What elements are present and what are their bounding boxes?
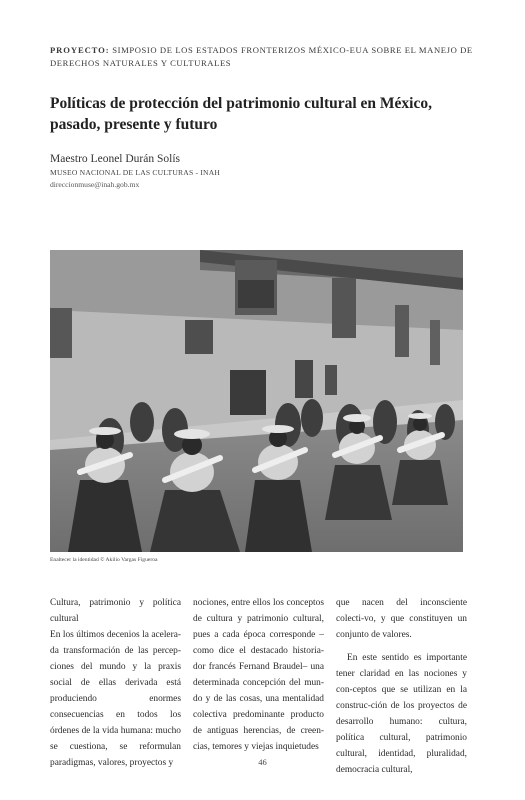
author-institution: MUSEO NACIONAL DE LAS CULTURAS - INAH: [50, 168, 221, 177]
paragraph: En los últimos decenios la acelera-da transformación de las percep-ciones del mundo y la praxis social de ellas derivada está produciendo enormes consecuencias en todos los órdenes de la vida humana: mucho se cuestiona, se reformulan paradigmas, valores, proyectos y: [50, 630, 181, 768]
text-column-3: [336, 595, 467, 778]
paragraph: que nacen del inconsciente colecti-vo, y que constituyen un conjunto de valores.: [336, 598, 467, 640]
author-name: Maestro Leonel Durán Solís: [50, 153, 180, 165]
project-header: [50, 44, 480, 70]
figure-photo: [50, 250, 463, 552]
article-title: Políticas de protección del patrimonio cultural en México, pasado, presente y futuro: [50, 95, 432, 133]
figure-caption: Enaltecer la identidad © Akilio Vargas Figueroa: [50, 557, 158, 563]
text-column-1: [50, 595, 181, 771]
text-column-2: [193, 595, 324, 755]
page-number: 46: [258, 757, 267, 767]
section-heading: Cultura, patrimonio y política cultural: [50, 598, 181, 624]
paragraph: nociones, entre ellos los conceptos de cultura y patrimonio cultural, pues a cada época corresponde –como dice el destacado historia-dor francés Fernand Braudel– una determinada concepción del mun-do y de las cosas, una mentalidad colectiva predominante producto de antiguas herencias, de creen-cias, temores y viejas inquietudes: [193, 598, 324, 752]
paragraph: En este sentido es importante tener claridad en las nociones y con-ceptos que se utilizan en la construc-ción de los proyectos de desarrollo humano: cultura, política cultural, patrimonio cultural, identidad, pluralidad, democracia cultural,: [336, 653, 467, 775]
project-label: PROYECTO:: [50, 45, 110, 55]
author-email: direccionmuse@inah.gob.mx: [50, 180, 140, 189]
project-name: SIMPOSIO DE LOS ESTADOS FRONTERIZOS MÉXICO-EUA SOBRE EL MANEJO DE DERECHOS NATURALES Y CULTURALES: [50, 45, 473, 68]
author-block: [50, 151, 450, 191]
